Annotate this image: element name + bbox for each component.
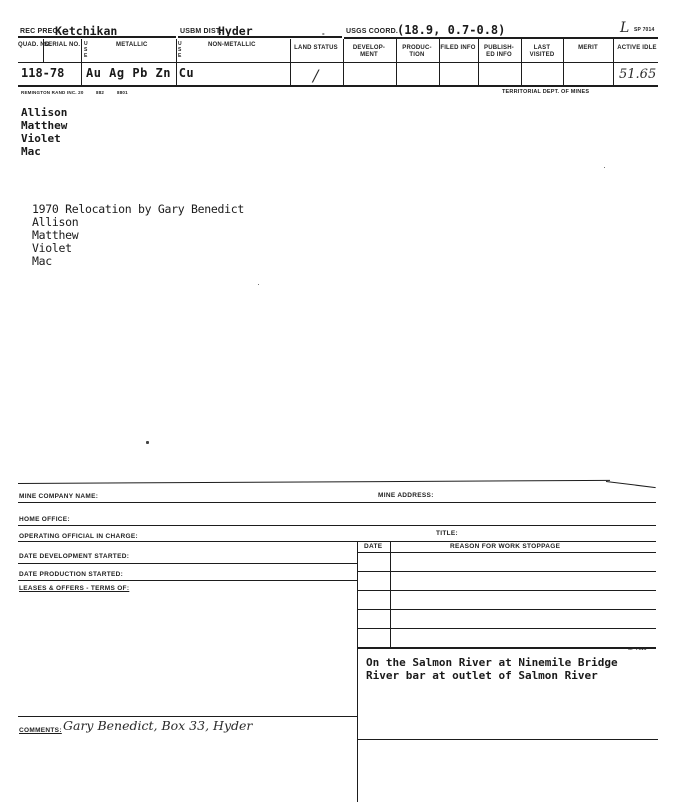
col-production: PRODUC- TION <box>402 45 432 58</box>
col-metallic: METALLIC <box>116 42 148 48</box>
department: TERRITORIAL DEPT. OF MINES <box>502 89 590 95</box>
usbm-dist-label: USBM DIST. <box>180 28 222 35</box>
quad-serial-value: 118-78 <box>21 66 65 80</box>
relocation-title: 1970 Relocation by Gary Benedict <box>32 202 244 216</box>
mine-address-label: MINE ADDRESS: <box>378 492 434 499</box>
printer-line: REMINGTON RAND INC. 20 <box>21 90 84 95</box>
col-use-nonmetallic: U S E <box>178 41 182 59</box>
location-note: River bar at outlet of Salmon River <box>366 669 598 682</box>
relocation-claim: Allison <box>32 215 79 229</box>
title-label: TITLE: <box>436 530 459 537</box>
claim-item: Allison <box>21 106 68 119</box>
operating-official-label: OPERATING OFFICIAL IN CHARGE: <box>19 533 138 540</box>
form-number-top: SP 7014 <box>634 27 655 33</box>
leases-label: LEASES & OFFERS - TERMS OF: <box>19 585 130 592</box>
usgs-coord-label: USGS COORD. <box>346 28 398 35</box>
col-published-info: PUBLISH- ED INFO <box>484 45 514 58</box>
relocation-claim: Matthew <box>32 228 79 242</box>
active-idle-value: 51.65 <box>619 67 657 82</box>
reason-column-label: REASON FOR WORK STOPPAGE <box>450 543 561 550</box>
relocation-claim: Mac <box>32 254 52 268</box>
home-office-label: HOME OFFICE: <box>19 516 70 523</box>
col-land-status: LAND STATUS <box>294 45 338 51</box>
claim-item: Matthew <box>21 119 68 132</box>
col-quad-no: QUAD. NO. <box>18 42 52 48</box>
col-filed-info: FILED INFO <box>440 45 476 51</box>
col-serial-no: SERIAL NO. <box>44 42 81 48</box>
col-development: DEVELOP- MENT <box>352 45 386 58</box>
location-note: On the Salmon River at Ninemile Bridge <box>366 656 618 669</box>
date-development-label: DATE DEVELOPMENT STARTED: <box>19 553 130 560</box>
claim-item: Violet <box>21 132 61 145</box>
usbm-dist-value: Hyder <box>218 24 253 38</box>
usgs-coord-value: (18.9, 0.7-0.8) <box>397 23 506 37</box>
printer-code-1: 882 <box>96 90 105 95</box>
claim-item: Mac <box>21 145 41 158</box>
relocation-claim: Violet <box>32 241 72 255</box>
col-active-idle: ACTIVE IDLE <box>617 45 657 51</box>
dash: - <box>322 29 325 38</box>
speck <box>146 441 149 444</box>
speck <box>258 284 259 285</box>
metals-value: Au Ag Pb Zn Cu <box>86 66 195 80</box>
col-merit: MERIT <box>578 45 598 51</box>
date-production-label: DATE PRODUCTION STARTED: <box>19 571 124 578</box>
land-status-mark: / <box>313 66 319 85</box>
speck <box>604 167 605 168</box>
comments-label: COMMENTS: <box>19 727 62 734</box>
corner-mark: L <box>620 20 630 36</box>
col-use-metallic: U S E <box>84 41 88 59</box>
col-last-visited: LAST VISITED <box>529 45 555 58</box>
mine-company-label: MINE COMPANY NAME: <box>19 493 99 500</box>
rec-prec-value: Ketchikan <box>55 24 118 38</box>
rec-prec-label: REC PREC. <box>20 28 60 35</box>
col-non-metallic: NON-METALLIC <box>208 42 256 48</box>
comments-value: Gary Benedict, Box 33, Hyder <box>63 718 253 733</box>
date-column-label: DATE <box>364 543 383 550</box>
printer-code-2: 8801 <box>117 90 128 95</box>
form-number-bottom: SP 7015 <box>628 646 647 651</box>
